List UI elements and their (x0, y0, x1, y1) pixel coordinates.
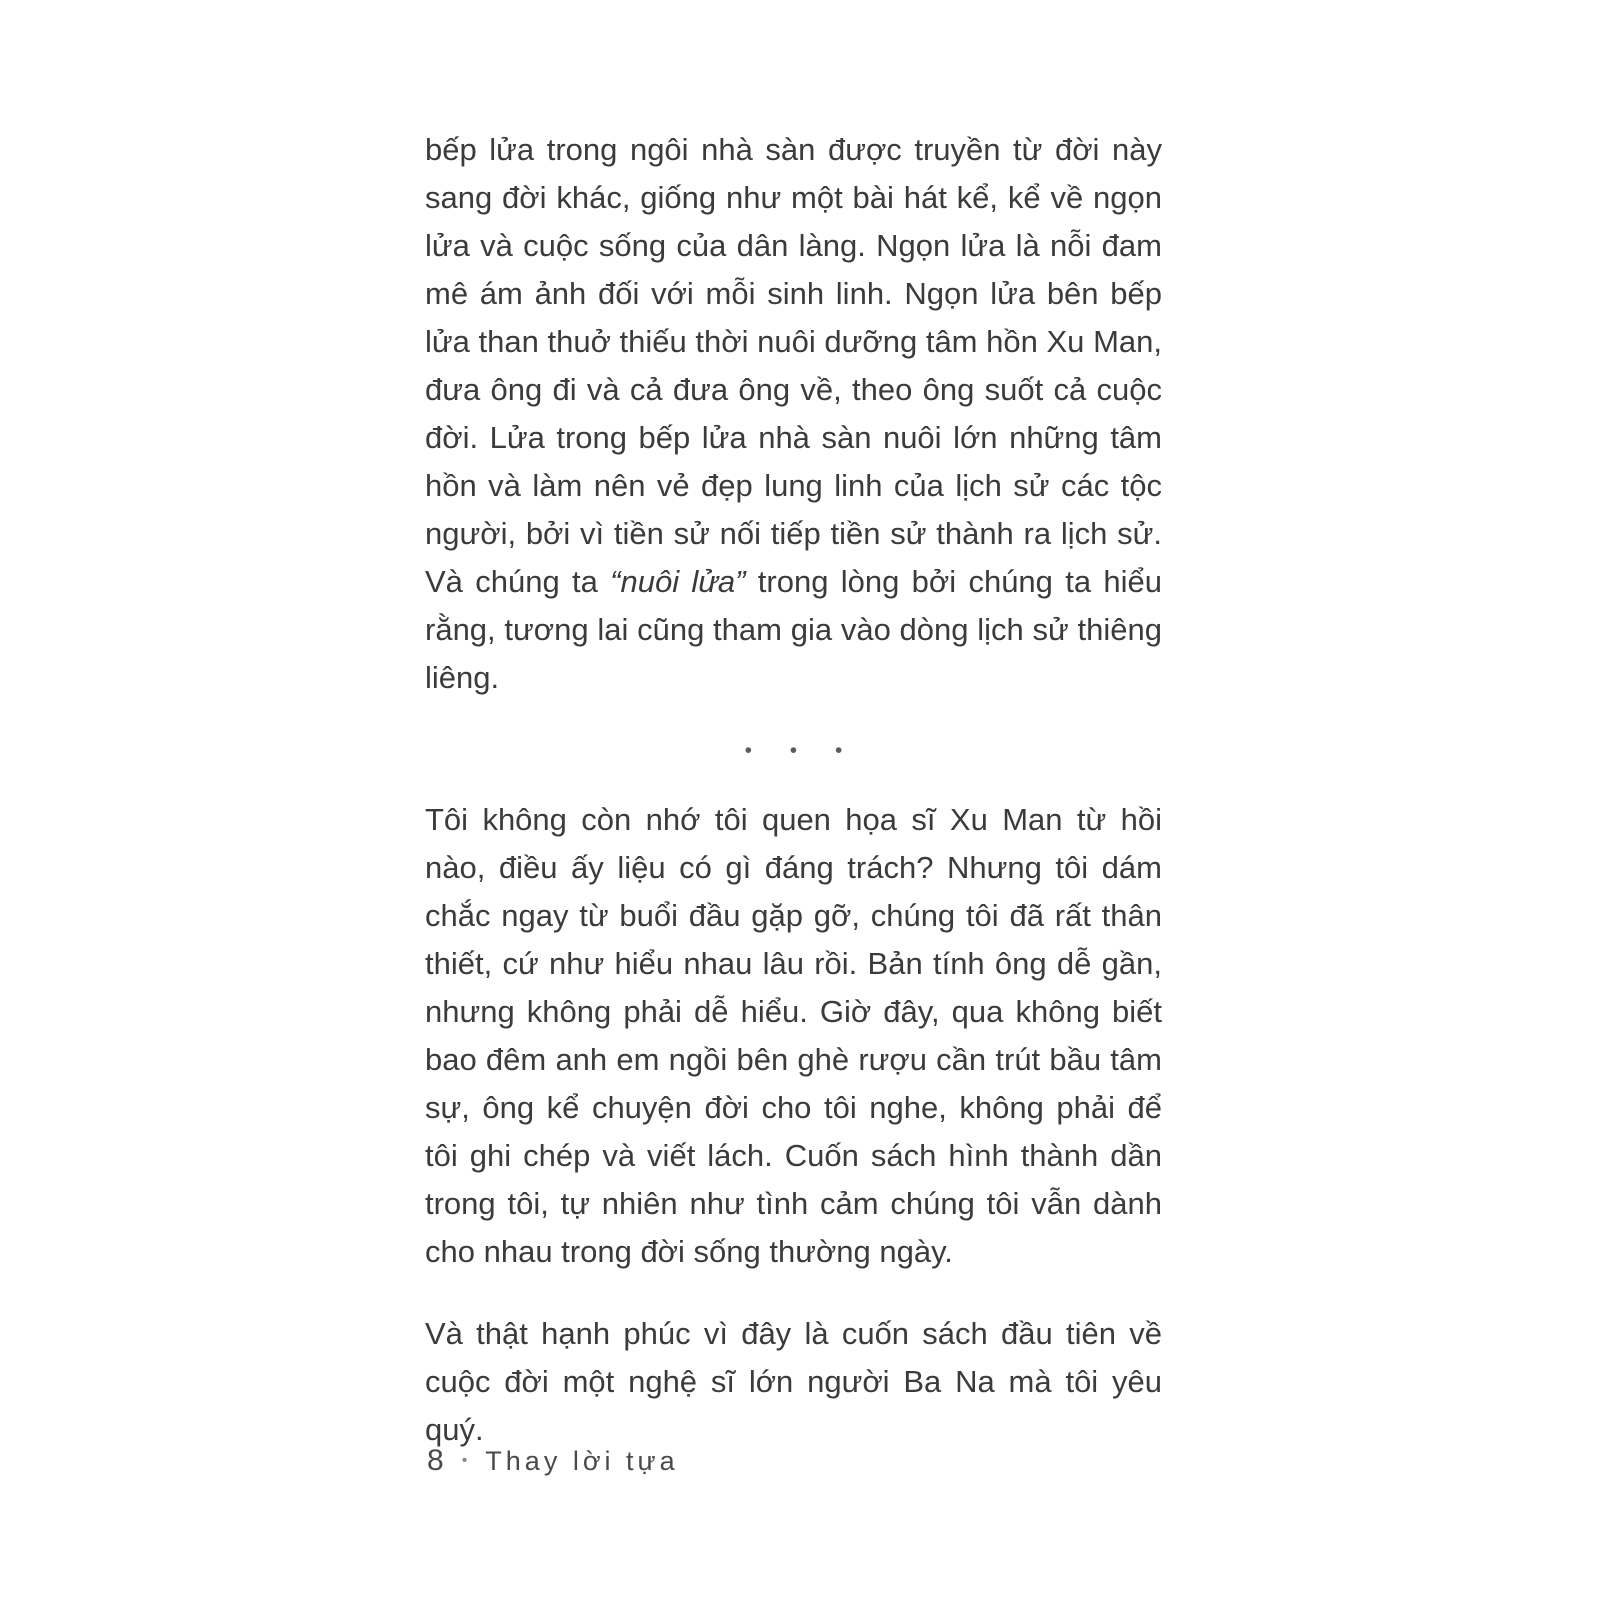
body-text: Tôi không còn nhớ tôi quen họa sĩ Xu Man từ hồi nào, điều ấy liệu có gì đáng trách? Nhưng tôi dám chắc ngay từ buổi đầu gặp gỡ, chúng tôi đã rất thân thiết, cứ như hiểu nhau lâu rồi. Bản tính ông dễ gần, nhưng không phải dễ hiểu. Giờ đây, qua không biết bao đêm anh em ngồi bên ghè rượu cần trút bầu tâm sự, ông kể chuyện đời cho tôi nghe, không phải để tôi ghi chép và viết lách. Cuốn sách hình thành dần trong tôi, tự nhiên như tình cảm chúng tôi vẫn dành cho nhau trong đời sống thường ngày. (425, 802, 1162, 1269)
body-text: bếp lửa trong ngôi nhà sàn được truyền từ đời này sang đời khác, giống như một bài hát kể, kể về ngọn lửa và cuộc sống của dân làng. Ngọn lửa là nỗi đam mê ám ảnh đối với mỗi sinh linh. Ngọn lửa bên bếp lửa than thuở thiếu thời nuôi dưỡng tâm hồn Xu Man, đưa ông đi và cả đưa ông về, theo ông suốt cả cuộc đời. Lửa trong bếp lửa nhà sàn nuôi lớn những tâm hồn và làm nên vẻ đẹp lung linh của lịch sử các tộc người, bởi vì tiền sử nối tiếp tiền sử thành ra lịch sử. Và chúng ta (425, 132, 1162, 599)
paragraph (425, 1310, 1162, 1454)
body-text: trong lòng bởi chúng ta hiểu rằng, tương lai cũng tham gia vào dòng lịch sử thiêng liêng. (425, 564, 1162, 695)
footer-bullet-icon: • (461, 1452, 468, 1469)
section-separator: • • • (744, 739, 859, 762)
running-title: Thay lời tựa (485, 1446, 679, 1476)
italic-quote-text: “nuôi lửa” (610, 564, 746, 599)
page-footer (427, 1444, 679, 1478)
page-text-block (425, 126, 1162, 1454)
paragraph (425, 126, 1162, 702)
paragraph (425, 796, 1162, 1276)
body-text: Và thật hạnh phúc vì đây là cuốn sách đầu tiên về cuộc đời một nghệ sĩ lớn người Ba Na mà tôi yêu quý. (425, 1316, 1162, 1447)
page-number: 8 (427, 1444, 446, 1477)
